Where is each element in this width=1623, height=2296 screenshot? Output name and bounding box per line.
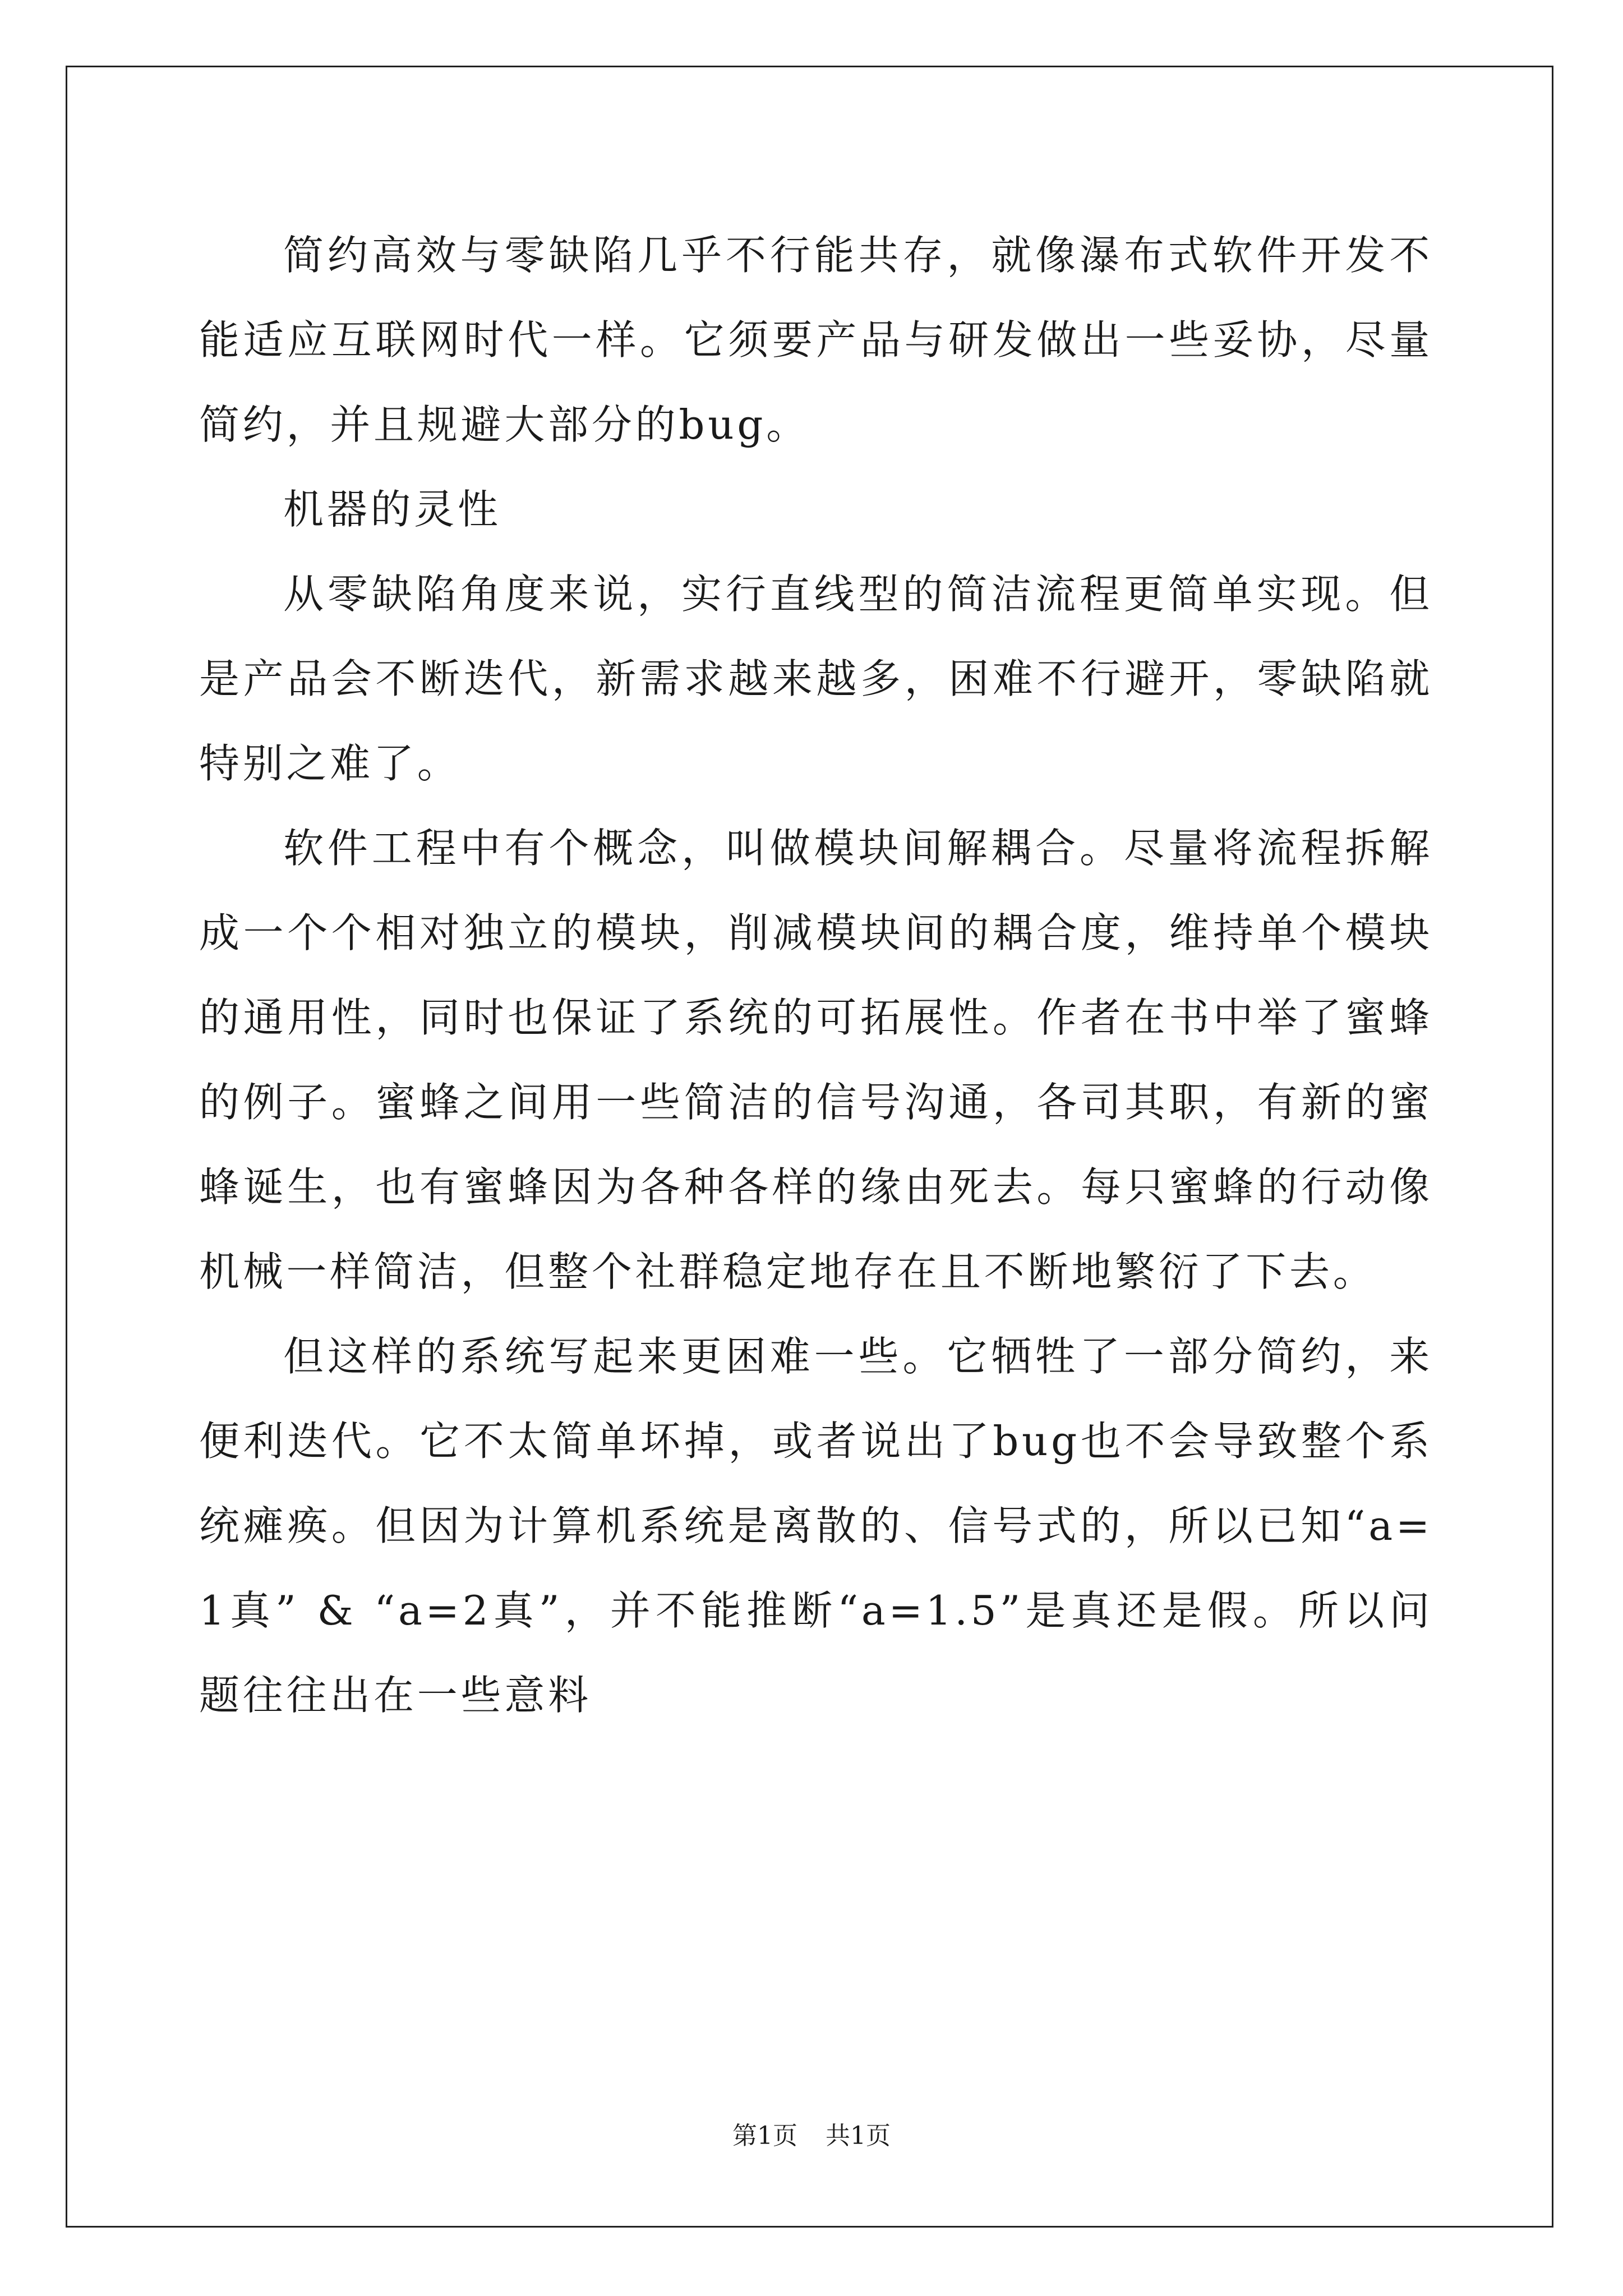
- paragraph-4: 但这样的系统写起来更困难一些。它牺牲了一部分简约，来便利迭代。它不太简单坏掉，或者说出了bug也不会导致整个系统瘫痪。但因为计算机系统是离散的、信号式的，所以已知“a=1真” & “a=2真”，并不能推断“a=1.5”是真还是假。所以问题往往出在一些意料: [199, 1333, 1433, 1719]
- page-number: 第1页: [732, 2122, 797, 2150]
- document-body: [199, 213, 1433, 1738]
- page-footer: [0, 2119, 1623, 2153]
- paragraph-1: 简约高效与零缺陷几乎不行能共存，就像瀑布式软件开发不能适应互联网时代一样。它须要产品与研发做出一些妥协，尽量简约，并且规避大部分的bug。: [199, 232, 1433, 448]
- section-heading: 机器的灵性: [283, 486, 501, 533]
- page-total: 共1页: [826, 2122, 891, 2150]
- paragraph-3: 软件工程中有个概念，叫做模块间解耦合。尽量将流程拆解成一个个相对独立的模块，削减模块间的耦合度，维持单个模块的通用性，同时也保证了系统的可拓展性。作者在书中举了蜜蜂的例子。蜜蜂之间用一些简洁的信号沟通，各司其职，有新的蜜蜂诞生，也有蜜蜂因为各种各样的缘由死去。每只蜜蜂的行动像机械一样简洁，但整个社群稳定地存在且不断地繁衍了下去。: [199, 825, 1433, 1295]
- paragraph-2: 从零缺陷角度来说，实行直线型的简洁流程更简单实现。但是产品会不断迭代，新需求越来越多，困难不行避开，零缺陷就特别之难了。: [199, 570, 1433, 787]
